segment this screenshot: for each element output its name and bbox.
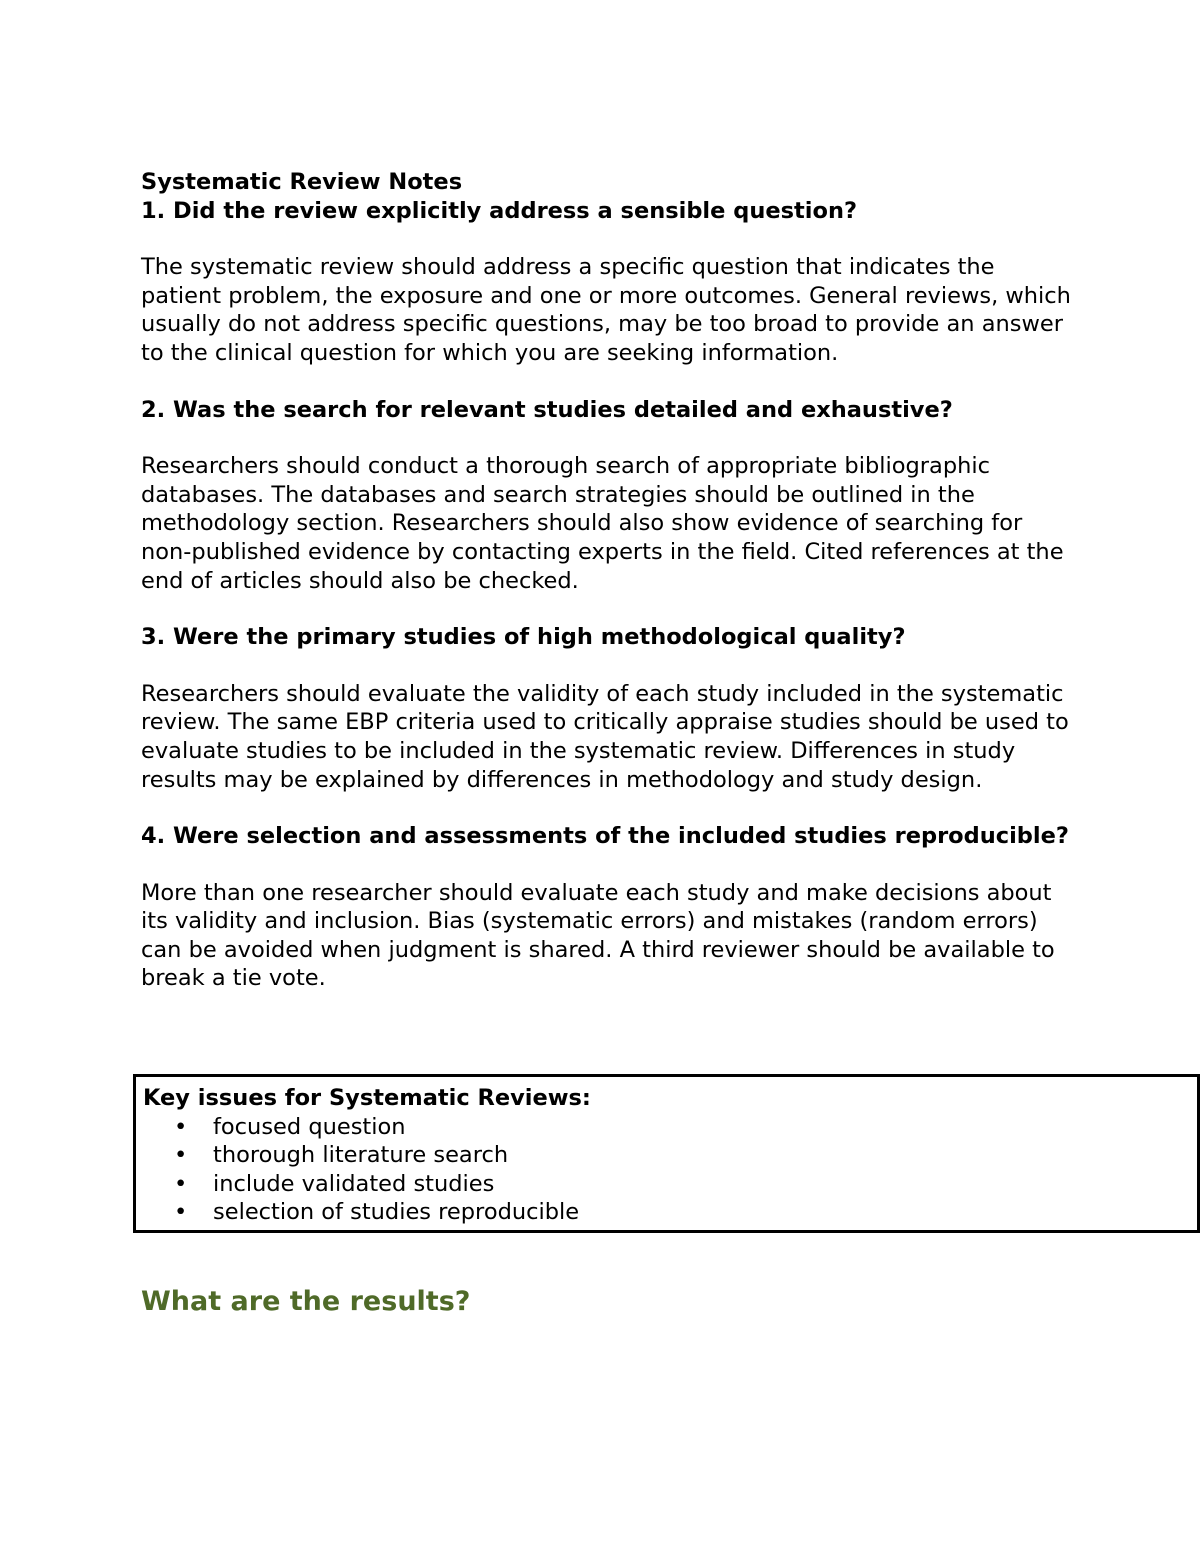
results-heading: What are the results? <box>141 1286 471 1317</box>
question-3-body: Researchers should evaluate the validity of each study included in the systematic review. The same EBP criteria used to critically appraise studies should be used to evaluate studies to be included in the systematic review. Differences in study results may be explained by differences in methodology and study design. <box>141 680 1069 793</box>
question-4-body: More than one researcher should evaluate each study and make decisions about its validity and inclusion. Bias (systematic errors) and mistakes (random errors) can be avoided when judgment is shared. A third reviewer should be available to break a tie vote. <box>141 879 1055 992</box>
question-1-heading: 1. Did the review explicitly address a sensible question? <box>141 197 858 224</box>
bullet-icon: • <box>174 1199 188 1226</box>
key-issues-list <box>143 1113 1197 1227</box>
question-2-body: Researchers should conduct a thorough search of appropriate bibliographic databases. The databases and search strategies should be outlined in the methodology section. Researchers should also show evidence of searching for non-published evidence by contacting experts in the field. Cited references at the end of articles should also be checked. <box>141 453 1064 594</box>
key-issue-text: focused question <box>213 1113 406 1140</box>
question-4-heading: 4. Were selection and assessments of the included studies reproducible? <box>141 823 1069 850</box>
bullet-icon: • <box>174 1113 188 1140</box>
list-item <box>171 1170 1197 1199</box>
bullet-icon: • <box>174 1170 188 1197</box>
list-item <box>171 1113 1197 1142</box>
key-issues-box <box>133 1074 1200 1233</box>
key-issue-text: thorough literature search <box>213 1142 509 1169</box>
question-3-heading: 3. Were the primary studies of high methodological quality? <box>141 624 906 651</box>
list-item <box>171 1198 1197 1227</box>
key-issue-text: selection of studies reproducible <box>213 1199 580 1226</box>
bullet-icon: • <box>174 1142 188 1169</box>
key-issues-title: Key issues for Systematic Reviews: <box>143 1085 591 1111</box>
question-1-body: The systematic review should address a specific question that indicates the patient problem, the exposure and one or more outcomes. General reviews, which usually do not address specific questions, may be too broad to provide an answer to the clinical question for which you are seeking information. <box>141 254 1071 366</box>
document-title: Systematic Review Notes <box>141 169 463 195</box>
document-body <box>141 168 1071 993</box>
question-2-heading: 2. Was the search for relevant studies detailed and exhaustive? <box>141 396 953 423</box>
key-issue-text: include validated studies <box>213 1170 495 1197</box>
list-item <box>171 1141 1197 1170</box>
